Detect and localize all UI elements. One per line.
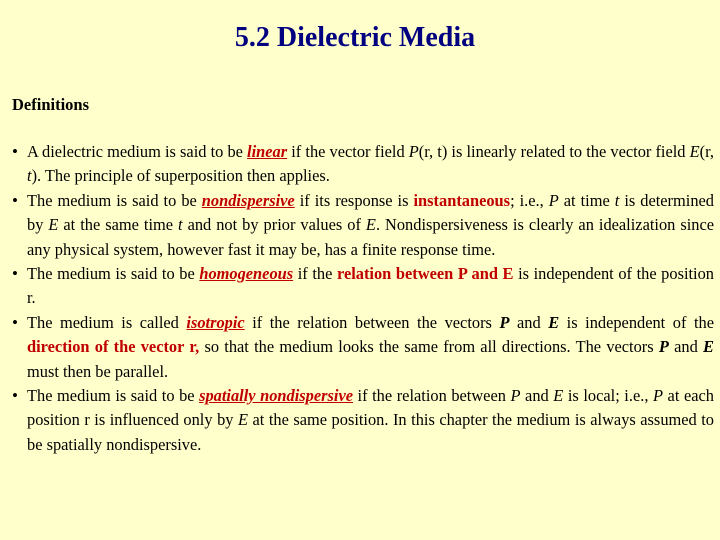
- symbol-E: E: [237, 410, 248, 430]
- bullet-homogeneous: [12, 262, 714, 311]
- bullet-spatially-nondispersive: [12, 384, 714, 457]
- term-nondispersive: nondispersive: [201, 190, 295, 210]
- text: at the same position. In this chapter the medium is always assumed to be spatially nondispersive.: [27, 410, 714, 454]
- symbol-P: P: [510, 386, 521, 406]
- bullet-isotropic: [12, 311, 714, 384]
- symbol-E: E: [553, 386, 564, 406]
- highlight-direction: direction of the vector r,: [27, 337, 200, 357]
- text: and not by prior values of: [182, 215, 366, 235]
- text: at the same time: [58, 215, 179, 235]
- text: at time: [558, 190, 615, 210]
- bullet-icon: •: [12, 312, 18, 332]
- text: if the relation between: [353, 386, 511, 406]
- text: is independent of the: [559, 312, 714, 332]
- text: is determined by: [27, 190, 714, 235]
- text: if the vector field: [287, 142, 409, 161]
- symbol-E: E: [689, 142, 700, 161]
- text: is local; i.e.,: [563, 386, 653, 406]
- text: The medium is called: [27, 312, 187, 332]
- term-isotropic: isotropic: [186, 312, 245, 332]
- text: if its response is: [294, 190, 414, 210]
- symbol-P: P: [652, 386, 663, 406]
- text: The medium is said to be: [27, 190, 202, 210]
- symbol-t: t: [27, 166, 32, 186]
- text: . Nondispersiveness is clearly an idealization since any physical system, however fast it may be, has a finite response time.: [27, 215, 715, 259]
- section-heading: Definitions: [12, 95, 90, 114]
- symbol-E: E: [48, 215, 59, 235]
- text: and: [520, 386, 554, 406]
- text: (r, t) is linearly related to the vector field: [418, 142, 690, 161]
- bullet-icon: •: [12, 264, 18, 284]
- text: if the relation between the vectors: [244, 312, 500, 332]
- definitions-list: [12, 140, 714, 457]
- slide-title: 5.2 Dielectric Media: [234, 22, 476, 53]
- text: and: [668, 337, 704, 357]
- symbol-P: P: [499, 312, 510, 332]
- symbol-P: P: [548, 190, 559, 210]
- text: is independent of the position r.: [27, 264, 715, 308]
- term-homogeneous: homogeneous: [199, 264, 294, 284]
- bullet-icon: •: [12, 142, 18, 161]
- symbol-E: E: [548, 312, 560, 332]
- text: and: [509, 312, 549, 332]
- symbol-t: t: [178, 215, 183, 235]
- text: (r,: [699, 142, 715, 161]
- symbol-E: E: [365, 215, 376, 235]
- text: so that the medium looks the same from all directions. The vectors: [199, 337, 659, 357]
- text: The medium is said to be: [27, 386, 200, 406]
- bullet-icon: •: [12, 190, 18, 210]
- symbol-E: E: [703, 337, 714, 357]
- text: ; i.e.,: [510, 190, 549, 210]
- bullet-linear: [12, 140, 714, 189]
- bullet-nondispersive: [12, 189, 714, 262]
- term-spatially-nondispersive: spatially nondispersive: [199, 386, 353, 406]
- text: ). The principle of superposition then applies.: [31, 166, 330, 186]
- symbol-P: P: [658, 337, 669, 357]
- term-linear: linear: [247, 142, 288, 161]
- text: A dielectric medium is said to be: [27, 142, 248, 161]
- highlight-instantaneous: instantaneous: [413, 190, 511, 210]
- text: must then be parallel.: [27, 361, 169, 381]
- symbol-P: P: [408, 142, 419, 161]
- text: at each position r is influenced only by: [27, 386, 714, 430]
- highlight-relation: relation between P and E: [336, 264, 514, 284]
- bullet-icon: •: [12, 386, 18, 406]
- text: if the: [293, 264, 337, 284]
- text: The medium is said to be: [27, 264, 200, 284]
- symbol-t: t: [614, 190, 620, 210]
